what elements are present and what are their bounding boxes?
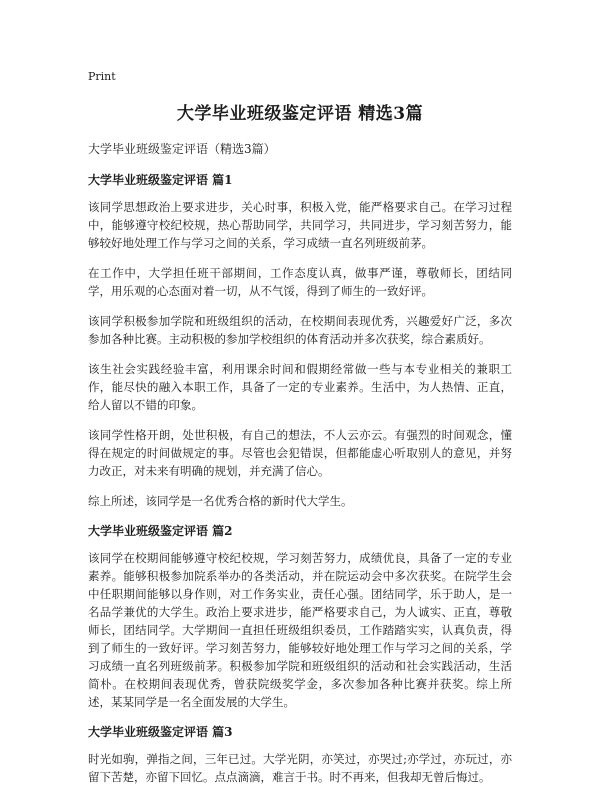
section-1 (88, 171, 512, 510)
page-title: 大学毕业班级鉴定评语 精选3篇 (176, 104, 424, 124)
paragraph: 综上所述，该同学是一名优秀合格的新时代大学生。 (88, 494, 353, 508)
paragraph: 时光如驹，弹指之间，三年已过。大学光阴，亦笑过，亦哭过;亦学过，亦玩过，亦留下苦楚，亦留下回忆。点点滴滴，难言于书。时不再来，但我却无曾后悔过。 (88, 752, 512, 784)
section-3 (88, 723, 512, 786)
paragraph: 该同学思想政治上要求进步，关心时事，积极入党，能严格要求自己。在学习过程中，能够遵守校纪校规，热心帮助同学，共同学习，共同进步，学习刻苦努力，能够较好地处理工作与学习之间的关系，学习成绩一直名列班级前茅。 (88, 200, 512, 250)
section-heading: 大学毕业班级鉴定评语 篇1 (88, 173, 233, 187)
paragraph: 该生社会实践经验丰富，利用课余时间和假期经常做一些与本专业相关的兼职工作，能尽快的融入本职工作，具备了一定的专业素养。生活中，为人热情、正直，给人留以不错的印象。 (88, 362, 512, 412)
paragraph: 该同学积极参加学院和班级组织的活动，在校期间表现优秀，兴趣爱好广泛，多次参加各种比赛。主动积极的参加学校组织的体育活动并多次获奖，综合素质好。 (88, 314, 512, 346)
document-subtitle: 大学毕业班级鉴定评语（精选3篇） (88, 142, 276, 156)
section-heading: 大学毕业班级鉴定评语 篇2 (88, 524, 233, 538)
paragraph: 在工作中，大学担任班干部期间，工作态度认真，做事严谨，尊敬师长，团结同学，用乐观的心态面对着一切，从不气馁，得到了师生的一致好评。 (88, 266, 512, 298)
section-heading: 大学毕业班级鉴定评语 篇3 (88, 725, 233, 739)
print-link[interactable]: Print (88, 70, 116, 83)
paragraph: 该同学在校期间能够遵守校纪校规，学习刻苦努力，成绩优良，具备了一定的专业素养。能够积极参加院系举办的各类活动，并在院运动会中多次获奖。在院学生会中任职期间能够以身作则，对工作务实业，责任心强。团结同学，乐于助人，是一名品学兼优的大学生。政治上要求进步，能严格要求自己，为人诚实、正直，尊敬师长，团结同学。大学期间一直担任班级组织委员，工作踏踏实实，认真负责，得到了师生的一致好评。学习刻苦努力，能够较好地处理工作与学习之间的关系，学习成绩一直名列班级前茅。积极参加学院和班级组织的活动和社会实践活动，生活简朴。在校期间表现优秀，曾获院级奖学金，多次参加各种比赛并获奖。综上所述，某某同学是一名全面发展的大学生。 (88, 551, 512, 709)
section-2 (88, 522, 512, 711)
paragraph: 该同学性格开朗，处世积极，有自己的想法，不人云亦云。有强烈的时间观念，懂得在规定的时间做规定的事。尽管也会犯错误，但都能虚心听取别人的意见，并努力改正，对未来有明确的规划，并充满了信心。 (88, 428, 512, 478)
